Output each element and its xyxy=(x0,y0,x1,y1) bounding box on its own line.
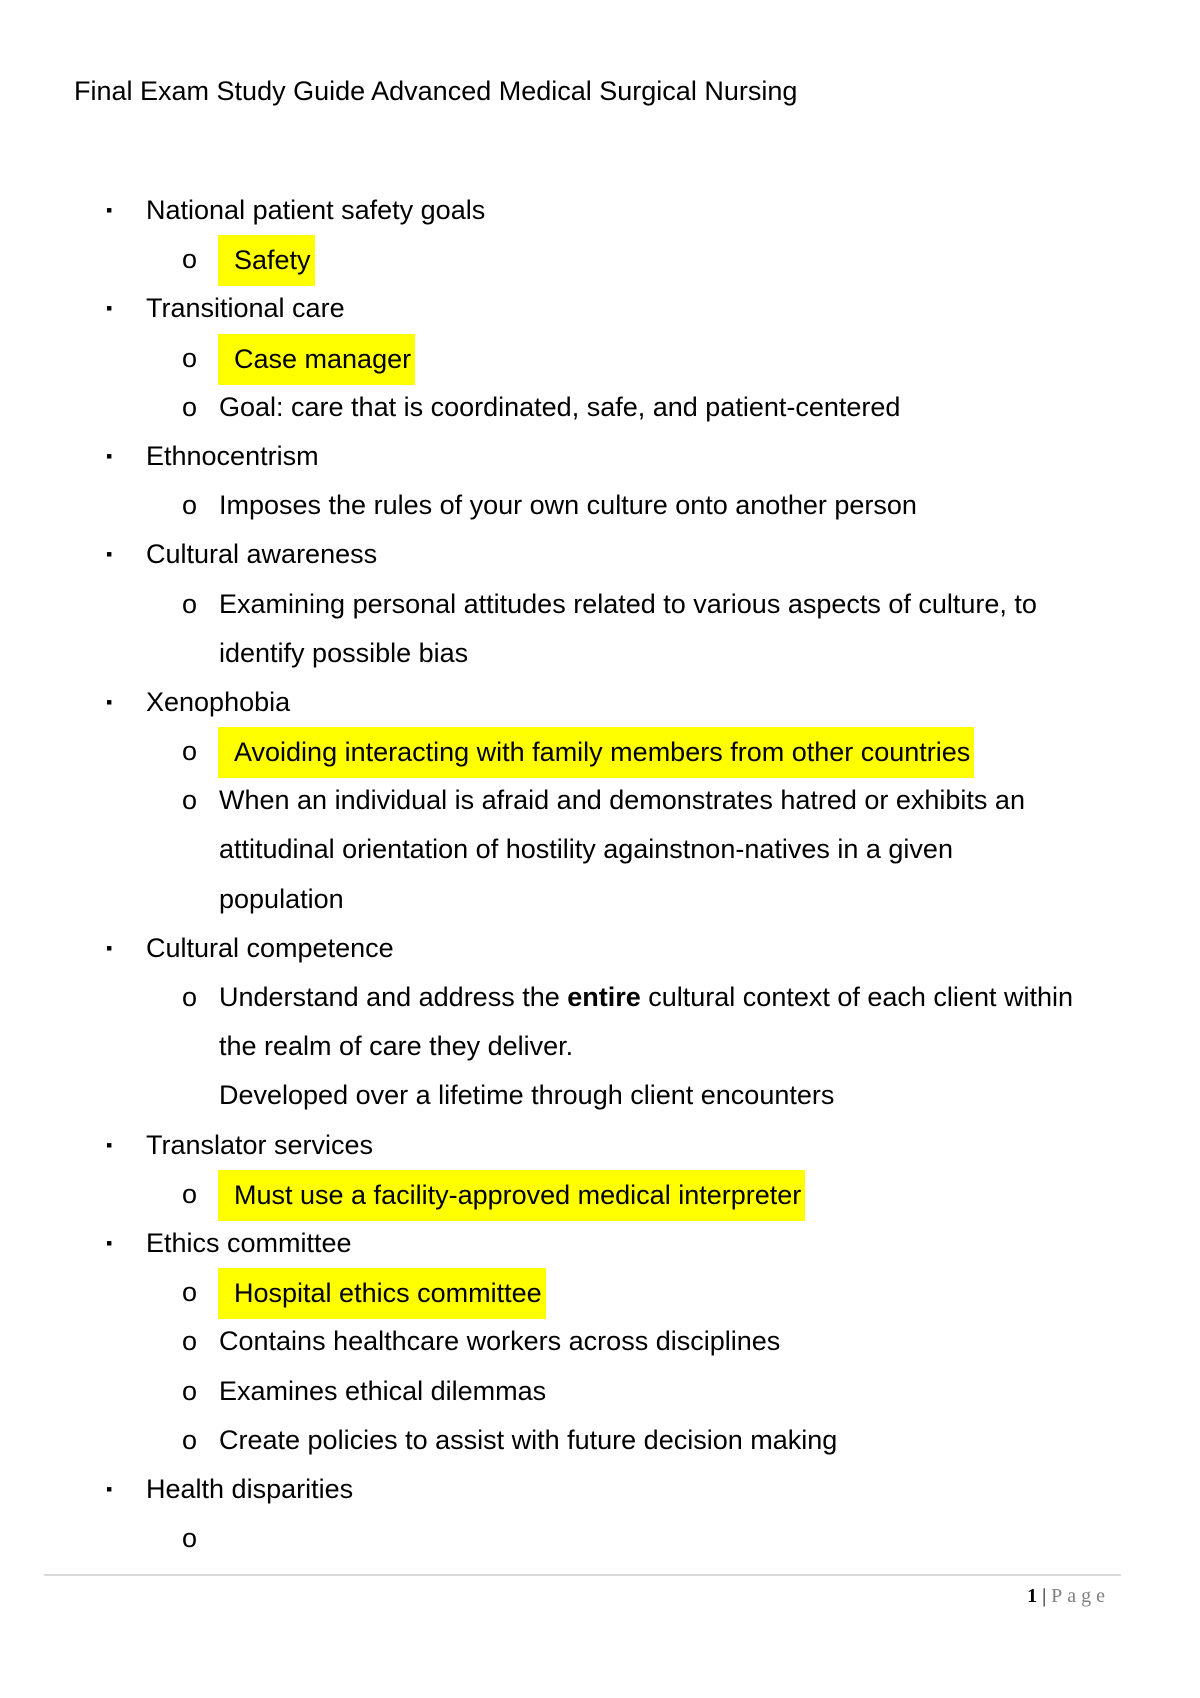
bullet-square-icon: ▪ xyxy=(106,691,113,712)
topic-heading: Cultural competence xyxy=(146,932,394,963)
highlighted-note: Hospital ethics committee xyxy=(218,1268,546,1319)
footer-divider xyxy=(44,1574,1121,1576)
sub-bullet-icon: o xyxy=(182,1375,198,1406)
note-text: Contains healthcare workers across disciplines xyxy=(219,1326,781,1357)
list-item xyxy=(0,924,1200,973)
sub-list-item xyxy=(0,481,1200,530)
sub-bullet-icon: o xyxy=(182,244,198,275)
list-item xyxy=(0,1121,1200,1170)
sub-list-item xyxy=(0,727,1200,776)
sub-bullet-icon: o xyxy=(182,588,198,619)
page-label: Page xyxy=(1051,1585,1110,1607)
sub-list-item xyxy=(0,1317,1200,1366)
page-number: 1 xyxy=(1027,1585,1038,1607)
topic-heading: Transitional care xyxy=(146,293,345,324)
highlighted-note: Must use a facility-approved medical interpreter xyxy=(218,1170,805,1221)
note-text: identify possible bias xyxy=(219,637,469,668)
note-continuation xyxy=(0,1022,1200,1071)
note-continuation xyxy=(0,825,1200,874)
list-item xyxy=(0,530,1200,579)
sub-bullet-icon: o xyxy=(182,1424,198,1455)
sub-list-item xyxy=(0,1367,1200,1416)
list-item xyxy=(0,186,1200,235)
bullet-square-icon: ▪ xyxy=(106,544,113,565)
sub-list-item xyxy=(0,1416,1200,1465)
sub-list-item xyxy=(0,1268,1200,1317)
note-text: Create policies to assist with future decision making xyxy=(219,1424,838,1455)
sub-bullet-icon: o xyxy=(182,1178,198,1209)
sub-bullet-icon: o xyxy=(182,490,198,521)
page-title: Final Exam Study Guide Advanced Medical Surgical Nursing xyxy=(74,76,798,106)
list-item xyxy=(0,1219,1200,1268)
sub-list-item xyxy=(0,1514,1200,1563)
highlighted-note: Case manager xyxy=(218,334,415,385)
note-text: the realm of care they deliver. xyxy=(219,1031,574,1062)
study-guide-outline xyxy=(0,186,1200,1563)
sub-list-item xyxy=(0,383,1200,432)
note-text: Imposes the rules of your own culture onto another person xyxy=(219,490,917,521)
sub-list-item xyxy=(0,973,1200,1022)
topic-heading: Health disparities xyxy=(146,1473,354,1504)
bullet-square-icon: ▪ xyxy=(106,1134,113,1155)
sub-list-item xyxy=(0,235,1200,284)
sub-bullet-icon: o xyxy=(182,736,198,767)
emphasized-word: entire xyxy=(567,982,641,1012)
topic-heading: Cultural awareness xyxy=(146,539,378,570)
bullet-square-icon: ▪ xyxy=(106,445,113,466)
note-text: population xyxy=(219,883,344,914)
note-continuation xyxy=(0,629,1200,678)
sub-list-item xyxy=(0,334,1200,383)
bullet-square-icon: ▪ xyxy=(106,1232,113,1253)
note-text-post: cultural context of each client within xyxy=(640,982,1073,1012)
sub-bullet-icon: o xyxy=(182,1277,198,1308)
highlighted-note: Avoiding interacting with family members from other countries xyxy=(218,727,974,778)
page-separator: | xyxy=(1042,1585,1047,1607)
bullet-square-icon: ▪ xyxy=(106,937,113,958)
sub-bullet-icon: o xyxy=(182,785,198,816)
topic-heading: National patient safety goals xyxy=(146,195,486,225)
sub-bullet-icon: o xyxy=(182,1326,198,1357)
note-text: Examines ethical dilemmas xyxy=(219,1375,547,1406)
sub-bullet-icon: o xyxy=(182,342,198,373)
highlighted-note: Safety xyxy=(218,235,315,286)
note-text: Examining personal attitudes related to various aspects of culture, to xyxy=(219,588,1037,619)
note-text: When an individual is afraid and demonstrates hatred or exhibits an xyxy=(219,785,1025,816)
list-item xyxy=(0,678,1200,727)
sub-list-item xyxy=(0,776,1200,825)
sub-bullet-icon: o xyxy=(182,1523,198,1554)
bullet-square-icon: ▪ xyxy=(106,1478,113,1499)
topic-heading: Xenophobia xyxy=(146,686,291,717)
sub-list-item xyxy=(0,1170,1200,1219)
note-text: attitudinal orientation of hostility againstnon-natives in a given xyxy=(219,834,953,865)
bullet-square-icon: ▪ xyxy=(106,298,113,319)
sub-bullet-icon: o xyxy=(182,391,198,422)
note-text xyxy=(219,973,1073,1022)
note-continuation xyxy=(0,1071,1200,1120)
list-item xyxy=(0,1465,1200,1514)
note-text: Developed over a lifetime through client encounters xyxy=(219,1080,835,1111)
page-footer xyxy=(1027,1583,1110,1609)
sub-list-item xyxy=(0,580,1200,629)
list-item xyxy=(0,432,1200,481)
topic-heading: Ethics committee xyxy=(146,1227,352,1258)
topic-heading: Ethnocentrism xyxy=(146,440,319,471)
bullet-square-icon: ▪ xyxy=(106,200,113,220)
sub-bullet-icon: o xyxy=(182,982,198,1012)
note-text: Goal: care that is coordinated, safe, and patient-centered xyxy=(219,391,901,422)
list-item xyxy=(0,284,1200,333)
note-continuation xyxy=(0,875,1200,924)
note-text-pre: Understand and address the xyxy=(219,982,568,1012)
topic-heading: Translator services xyxy=(146,1129,374,1160)
